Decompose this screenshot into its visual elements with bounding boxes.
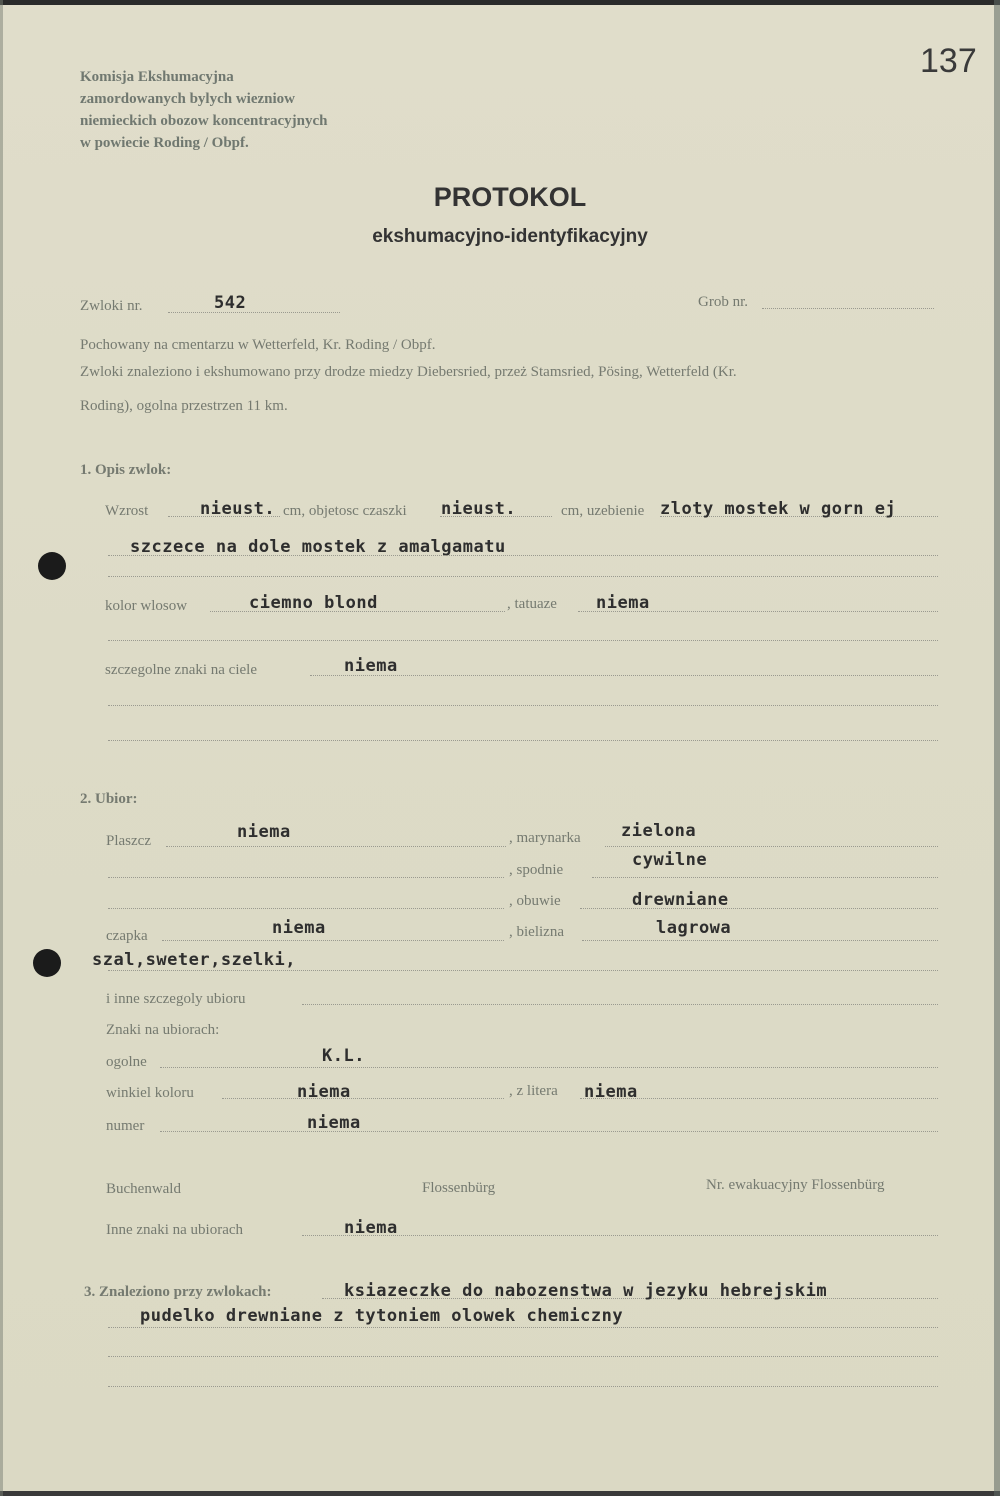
dotted-line (592, 877, 938, 878)
dotted-line (108, 555, 938, 556)
body-number-label: Zwloki nr. (80, 298, 143, 314)
section-2-title: 2. Ubior: (80, 791, 138, 807)
page-number: 137 (920, 42, 977, 80)
scan-top-border (0, 0, 1000, 5)
dotted-line (302, 1004, 938, 1005)
number-value: niema (307, 1113, 361, 1133)
found-location-line-2: Roding), ogolna przestrzen 11 km. (80, 398, 288, 414)
height-value: nieust. (200, 499, 276, 519)
general-marks-value: K.L. (322, 1046, 365, 1066)
dotted-line (108, 970, 938, 971)
dotted-line (160, 1131, 938, 1132)
tattoo-label: , tatuaze (507, 596, 557, 612)
trousers-value: cywilne (632, 850, 708, 870)
dotted-line (166, 846, 506, 847)
dotted-line (160, 1067, 938, 1068)
body-marks-label: szczegolne znaki na ciele (105, 662, 257, 678)
dotted-line (605, 846, 938, 847)
number-label: numer (106, 1118, 145, 1134)
teeth-value-continued: szczece na dole mostek z amalgamatu (130, 537, 506, 557)
flossenburg-label: Flossenbürg (422, 1180, 496, 1196)
dotted-line (108, 576, 938, 577)
header-line-4: w powiecie Roding / Obpf. (80, 135, 249, 151)
height-label: Wzrost (105, 503, 149, 519)
found-location-line-1: Zwloki znaleziono i ekshumowano przy drodze miedzy Diebersried, przeż Stamsried, Pösing, Wetterfeld (Kr. (80, 364, 737, 380)
punch-hole-icon (33, 949, 61, 977)
other-clothing-marks-label: Inne znaki na ubiorach (106, 1222, 244, 1238)
cap-label: czapka (106, 928, 148, 944)
extra-clothing-value: szal,sweter,szelki, (92, 950, 296, 970)
jacket-label: , marynarka (509, 830, 581, 846)
underwear-label: , bielizna (509, 924, 564, 940)
cap-value: niema (272, 918, 326, 938)
coat-label: Plaszcz (106, 833, 151, 849)
dotted-line (108, 908, 504, 909)
trousers-label: , spodnie (509, 862, 564, 878)
evacuation-number-label: Nr. ewakuacyjny Flossenbürg (706, 1177, 885, 1193)
dotted-line (108, 877, 504, 878)
burial-place-text: Pochowany na cmentarzu w Wetterfeld, Kr. Roding / Obpf. (80, 337, 436, 353)
tattoo-value: niema (596, 593, 650, 613)
page-subtitle: ekshumacyjno-identyfikacyjny (372, 226, 648, 247)
triangle-color-label: winkiel koloru (106, 1085, 194, 1101)
dotted-line (108, 1386, 938, 1387)
underwear-value: lagrowa (656, 918, 732, 938)
general-marks-label: ogolne (106, 1054, 147, 1070)
other-clothing-marks-value: niema (344, 1218, 398, 1238)
header-line-3: niemieckich obozow koncentracyjnych (80, 113, 328, 129)
letter-value: niema (584, 1082, 638, 1102)
punch-hole-icon (38, 552, 66, 580)
body-marks-value: niema (344, 656, 398, 676)
dotted-line (108, 1327, 938, 1328)
teeth-label: cm, uzebienie (561, 503, 645, 519)
section-3-title: 3. Znaleziono przy zwlokach: (84, 1284, 272, 1300)
page-title: PROTOKOL (433, 182, 587, 212)
dotted-line (762, 308, 934, 309)
scan-right-edge (994, 0, 1000, 1496)
hair-color-value: ciemno blond (249, 593, 378, 613)
shoes-value: drewniane (632, 890, 729, 910)
skull-volume-label: cm, objetosc czaszki (283, 503, 407, 519)
teeth-value: zloty mostek w gorn ej (660, 499, 897, 519)
dotted-line (582, 940, 938, 941)
dotted-line (108, 740, 938, 741)
scan-left-edge (0, 0, 3, 1496)
clothing-marks-label: Znaki na ubiorach: (106, 1022, 220, 1038)
jacket-value: zielona (621, 821, 697, 841)
hair-color-label: kolor wlosow (105, 598, 188, 614)
coat-value: niema (237, 822, 291, 842)
buchenwald-label: Buchenwald (106, 1181, 181, 1197)
dotted-line (108, 640, 938, 641)
dotted-line (310, 675, 938, 676)
dotted-line (108, 705, 938, 706)
header-line-2: zamordowanych bylych wiezniow (80, 91, 295, 107)
dotted-line (108, 1356, 938, 1357)
found-items-value-2: pudelko drewniane z tytoniem olowek chemiczny (140, 1306, 624, 1326)
section-1-title: 1. Opis zwlok: (80, 462, 172, 478)
dotted-line (162, 940, 504, 941)
header-line-1: Komisja Ekshumacyjna (80, 69, 234, 85)
dotted-line (222, 1098, 504, 1099)
shoes-label: , obuwie (509, 893, 561, 909)
dotted-line (168, 312, 340, 313)
triangle-color-value: niema (297, 1082, 351, 1102)
skull-volume-value: nieust. (441, 499, 517, 519)
body-number-value: 542 (214, 293, 247, 313)
grave-number-label: Grob nr. (698, 294, 748, 310)
scan-bottom-border (0, 1491, 1000, 1496)
found-items-value-1: ksiazeczke do nabozenstwa w jezyku hebrejskim (344, 1281, 828, 1301)
other-clothing-label: i inne szczegoly ubioru (106, 991, 246, 1007)
letter-label: , z litera (509, 1083, 558, 1099)
